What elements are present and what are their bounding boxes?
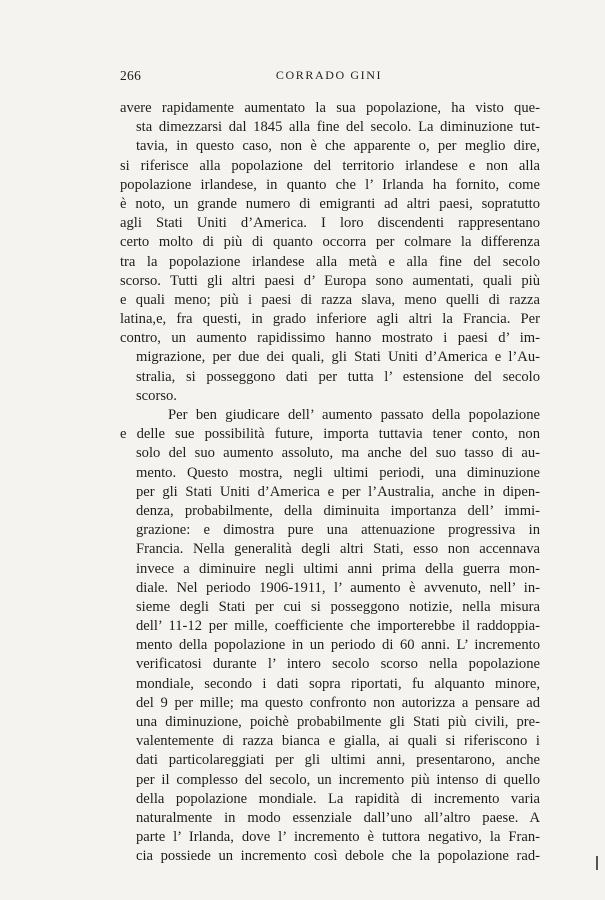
text-line: sieme degli Stati per cui si posseggono notizie, nella misura bbox=[136, 598, 540, 615]
text-line: agli Stati Uniti d’America. I loro discendenti rappresentano bbox=[120, 215, 540, 232]
text-line: grazione: e dimostra pure una attenuazione progressiva in bbox=[136, 522, 540, 539]
text-line: mento della popolazione in un periodo di 60 anni. L’ incremento bbox=[136, 637, 540, 654]
text-line: dati particolareggiati per gli ultimi anni, presentarono, anche bbox=[136, 752, 540, 769]
text-line: una diminuzione, poichè probabilmente gli Stati più civili, pre- bbox=[136, 714, 540, 730]
text-line: solo del suo aumento assoluto, ma anche del suo tasso di au- bbox=[136, 445, 540, 462]
text-line: tavia, in questo caso, non è che apparente o, per meglio dire, bbox=[136, 138, 540, 155]
text-line: si riferisce alla popolazione del territorio irlandese e non alla bbox=[120, 157, 540, 174]
text-line: tra la popolazione irlandese alla metà e alla fine del secolo bbox=[120, 253, 540, 270]
text-line: verificatosi durante l’ intero secolo scorso nella popolazione bbox=[136, 656, 540, 673]
page-header bbox=[120, 68, 538, 88]
text-line: invece a diminuire negli ultimi anni prima della guerra mon- bbox=[136, 560, 540, 577]
page-number: 266 bbox=[120, 68, 142, 83]
margin-mark bbox=[596, 856, 598, 870]
paragraph-1 bbox=[120, 99, 540, 406]
text-line: valentemente di razza bianca e gialla, ai quali si riferiscono i bbox=[136, 733, 540, 750]
text-line: stralia, si posseggono dati per tutta l’ estensione del secolo bbox=[136, 368, 540, 385]
text-line: scorso. bbox=[136, 387, 177, 404]
text-line: contro, un aumento rapidissimo hanno mostrato i paesi d’ im- bbox=[120, 330, 540, 347]
text-line: dell’ 11-12 per mille, coefficiente che importerebbe il raddoppia- bbox=[136, 618, 540, 635]
text-line: naturalmente in modo essenziale dall’uno all’altro paese. A bbox=[136, 809, 540, 826]
text-line: mento. Questo mostra, negli ultimi periodi, una diminuzione bbox=[136, 464, 540, 481]
text-line: denza, probabilmente, della diminuita importanza dell’ immi- bbox=[136, 502, 540, 519]
text-line: certo molto di più di quanto occorra per colmare la differenza bbox=[120, 234, 540, 251]
text-line: mondiale, secondo i dati sopra riportati, fu alquanto minore, bbox=[136, 675, 540, 692]
text-line: parte l’ Irlanda, dove l’ incremento è tuttora negativo, la Fran- bbox=[136, 829, 540, 846]
running-title: CORRADO GINI bbox=[275, 68, 383, 82]
text-line: del 9 per mille; ma questo confronto non autorizza a pensare ad bbox=[136, 694, 540, 711]
text-line: latina,e, fra questi, in grado inferiore agli altri la Francia. Per bbox=[120, 311, 540, 328]
text-line: cia possiede un incremento così debole che la popolazione rad- bbox=[136, 848, 540, 865]
text-line: scorso. Tutti gli altri paesi d’ Europa sono aumentati, quali più bbox=[120, 272, 540, 289]
text-line: Francia. Nella generalità degli altri Stati, esso non accennava bbox=[136, 541, 540, 558]
text-line: della popolazione mondiale. La rapidità di incremento varia bbox=[136, 790, 540, 807]
text-line: sta dimezzarsi dal 1845 alla fine del secolo. La diminuzione tut- bbox=[136, 119, 540, 136]
text-line: migrazione, per due dei quali, gli Stati Uniti d’America e l’Au- bbox=[136, 349, 540, 366]
paragraph-2 bbox=[120, 406, 540, 867]
text-line: e delle sue possibilità future, importa tuttavia tener conto, non bbox=[120, 426, 540, 443]
text-line: Per ben giudicare dell’ aumento passato della popolazione bbox=[168, 407, 540, 423]
text-line: per gli Stati Uniti d’America e per l’Australia, anche in dipen- bbox=[136, 483, 540, 500]
text-line: popolazione irlandese, in quanto che l’ Irlanda ha fornito, come bbox=[120, 176, 540, 193]
text-line: avere rapidamente aumentato la sua popolazione, ha visto que- bbox=[120, 100, 540, 116]
body-text bbox=[120, 99, 540, 867]
text-line: è noto, un grande numero di emigranti ad altri paesi, sopratutto bbox=[120, 195, 540, 212]
text-line: per il complesso del secolo, un incremento più intenso di quello bbox=[136, 771, 540, 788]
text-line: diale. Nel periodo 1906-1911, l’ aumento è avvenuto, nell’ in- bbox=[136, 579, 540, 596]
text-line: e quali meno; più i paesi di razza slava, meno quelli di razza bbox=[120, 291, 540, 308]
